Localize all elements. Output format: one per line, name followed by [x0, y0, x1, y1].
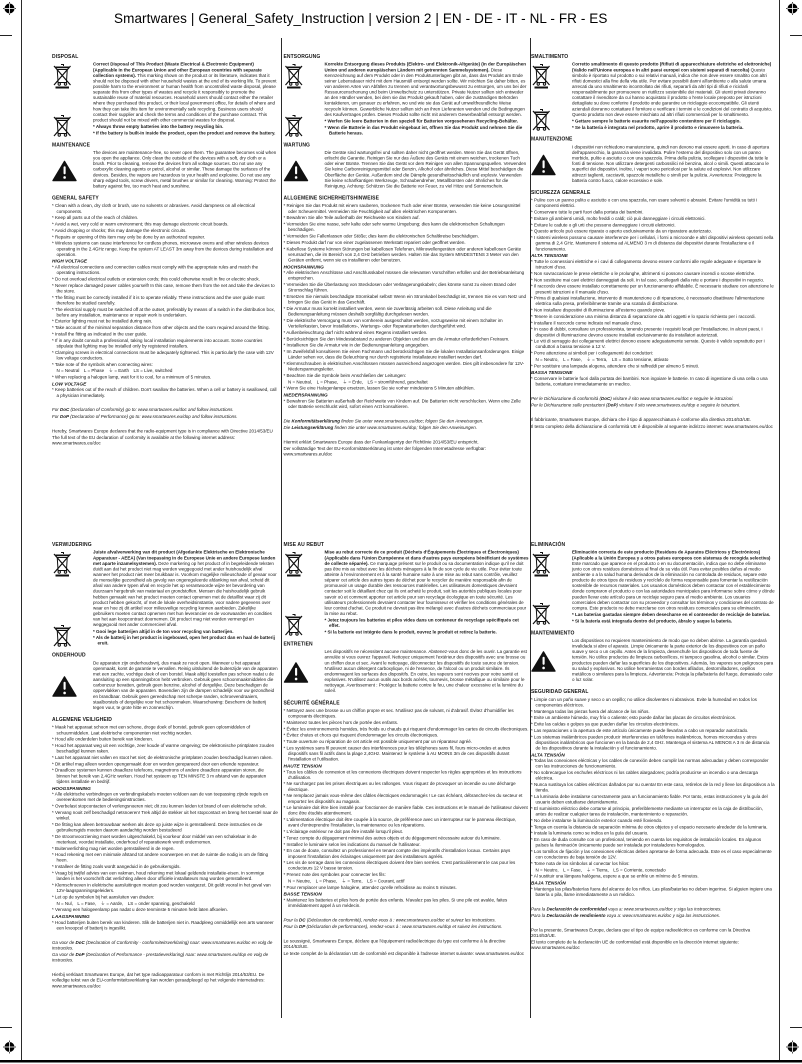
spacer — [531, 388, 775, 396]
bullet-item: * Les vis de serrage dans les connexions électriques doivent être bien serrées. C'est particulièrement le cas pour les conducteurs 12 V basse tension. — [283, 860, 516, 871]
bullet-item: * Limpie con un paño suave y seco o un cepillo; no utilice disolventes ni abrasivos. Evite la humedad en todos los componentes eléctricos. — [531, 696, 757, 708]
bullet-item: * Vervang een halogeenlamp pas nadat u deze tenminste 5 minuten hebt laten afkoelen. — [52, 907, 228, 913]
weee-crossed-bin-bar-icon — [52, 551, 72, 577]
bullet-item: * Non sovraccaricare le prese elettriche o le prolunghe, altrimenti si possono causare incendi o scosse elettriche. — [531, 270, 756, 276]
crop-mark — [0, 35, 12, 36]
subsection-heading: LAAGSPANNING — [52, 913, 90, 920]
language-column-it — [531, 54, 775, 430]
bullet-item: * Ersetzen Sie niemals beschädigte Stromkabel selbst! Wenn ein Stromkabel beschädigt ist, trennen Sie es vom Netz und bringen Sie das Gerät in das Geschäft. — [283, 294, 527, 305]
bullet-item: * Installeer de fitting zoals wordt aangeduid in de gebruikersgids. — [52, 864, 181, 870]
weee-crossed-bin-bar-icon — [52, 63, 72, 89]
bullet-item: * Bewahren Sie Batterien außerhalb der Reichweite von Kindern auf. Die Batterien nicht verschlucken. Wenn eine Zelle oder Batterie verschluckt wird, sofort einen Arzt konsultieren. — [283, 398, 521, 409]
bullet-item: * La luminaria debe instalarse correctamente para un funcionamiento fiable. Por tanto, estas instrucciones y la guía del usuario deben estudiarse detenidamente. — [531, 793, 768, 805]
language-column-de — [284, 54, 529, 458]
bullet-item: * Wireless systems can cause interference for cordless phones, microwave ovens and other wireless devices operating in the 2.4GHz range. Keep the system AT LEAST 3m away from the devices during installation and operation. — [52, 240, 274, 257]
section-heading: GENERAL SAFETY — [52, 195, 99, 202]
section-heading: VERWIJDERING — [52, 542, 92, 548]
paragraph: Korrekte Entsorgung dieses Produkts (Elektro- und Elektronik-Altgeräte) (in der Europäischen Union und anderen europäischen Ländern mit getrennten Sammelsystemen). Diese Kennzeichnung auf dem Produkt oder in den Produktunterlagen gibt an, dass das Produkt am Ende seiner Lebensdauer nicht mit dem Hausmüll entsorgt werden sollte. Wir möchten Sie daher bitten, es von anderen Arten von Abfällen zu trennen und verantwortungsbewusst zu entsorgen, um uns bei der Ressourcenschonung und beim Umweltschutz zu unterstützen. Private Nutzer sollten sich entweder an den Händler wenden, bei dem sie das Produkt gekauft haben, oder die zuständigen Behörden kontaktieren, um genauer zu erfahren, wo und wie sie das Gerät auf umweltfreundliche Weise recyceln können. Gewerbliche Nutzer sollten sich an ihren Lieferanten wenden und die Bedingungen des Kaufvertrages prüfen. Dieses Produkt sollte nicht mit anderem Gewerbeabfall entsorgt werden. — [324, 61, 527, 117]
icon-gutter — [284, 550, 325, 636]
bullet-item: * Im Zweifelsfall konsultieren Sie einen Fachmann und berücksichtigen Sie die lokalen Installationsanforderungen. Einige Länder sehen vor, dass die Beleuchtung nur durch registrierte Installateure installiert werden darf. — [283, 349, 525, 360]
bullet-item: * Berücksichtigen Sie den Mindestabstand zu anderen Objekten und den um die Armatur erforderlichen Freiraum. — [283, 336, 510, 342]
bullet-item: * Mantenga todas las piezas fuera del alcance de los niños. — [531, 708, 650, 714]
icon-gutter — [531, 638, 572, 684]
paragraph: The full text of the EU declaration of conformity is available at the following internet address: www.smartwares.eu/doc — [52, 434, 236, 446]
bullet-item: * Prenez note des symboles pour connecter les fils: — [283, 872, 386, 878]
weee-crossed-bin-icon — [52, 624, 72, 647]
bullet-item: * Las reparaciones o la apertura de este artículo únicamente puede llevarlas a cabo un reparador autorizado. — [531, 727, 749, 733]
bullet-item: * Per sostituire una lampada alogena, attendere che si raffreddi per almeno 5 minuti. — [531, 363, 700, 369]
icon-paragraph-row — [531, 62, 775, 132]
icon-gutter — [52, 62, 93, 137]
subsection-heading: LOW VOLTAGE — [52, 380, 87, 387]
right-bearer-line — [779, 0, 780, 1060]
paragraph: Juiste afvalverwerking van dit product (Afgedankte Elektrische en Elektronische Apparatuur - AEEA) (Van toepassing in de Europese Unie en andere Europese landen met aparte inzamelsystemen). Deze markering op het product of in begeleidende teksten duidt aan dat het product niet mag worden weggegooid met ander huishoudelijk afval wanneer het product niet meer bruikbaar is. Voorkom mogelijke milieuschade of gevaar voor de menselijke gezondheid als gevolg van ongereguleerde afdanking van afval, scheid dit afval van andere typen afval en recycle het op verantwoorde wijze ter bevordering van duurzaam hergebruik van materiaal en grondstoffen. Mensen die huishoudelijk gebruik hebben gemaakt van het product moeten contact opnemen met de detaillist waar zij dit product hebben gekocht, of met de lokale overheidsinstantie, voor nadere gegevens over waar en hoe zij dit artikel voor milieuveilige recycling kunnen aanbieden. Zakelijke gebruikers moeten contact opnemen met hun leverancier en de voorwaarden en condities van het aan koopcontract doornemen. Dit product mag niet worden vermengd en weggegooid met ander commercieel afval. — [93, 549, 277, 628]
section-heading: DISPOSAL — [52, 54, 79, 60]
bullet-item: * Tous les câbles de connexion et les connexions électriques doivent respecter les règles appropriées et les instructions d'utilisation. — [283, 769, 522, 780]
bullet-item: * Kabellose Systeme können Störungen bei kabellosen Telefonen, Mikrowellengeräten oder anderen kabellosen Geräte verursachen, die im Bereich von 2,4 GHz betrieben werden. Halten Sie das System MINDESTENS 3 Meter von den Geräten entfernt, wenn sie es installieren oder benutzen. — [283, 246, 522, 263]
bullet-item: * Évitez les environnements humides, très froids ou chauds qui risquent d'endommager les cartes de circuits électroniques. — [283, 726, 529, 732]
bullet-item: * Reinigen Sie das Produkt mit einem sauberen, trockenen Tuch oder einer Bürste, verwenden Sie keine Lösungsmittel oder Scheuermittel. Vermeiden Sie Feuchtigkeit auf allen elektrischen Komponenten. — [283, 203, 521, 214]
bullet-item: * Bewahren Sie alle Teile außerhalb der Reichweite von Kindern auf. — [283, 215, 420, 221]
warning-triangle-icon — [52, 160, 77, 182]
bullet-item: * Los tornillos de fijación y las conexiones eléctricas deben apretarse de forma adecuada. Este es el caso especialmente con conductores de baja tensión de 12V. — [531, 848, 772, 860]
subsection-heading: HOOGSPANNING — [52, 785, 91, 791]
bullet-item: * Tome nota de los símbolos al conectar los hilos: — [531, 860, 630, 866]
section-heading: ALGEMENE VEILIGHEID — [52, 717, 112, 723]
bullet-item: * Non sostituire mai cavi elettrici danneggiati da soli. In tal caso, scollegarli dalla rete e portare i dispositivi in negozio. — [531, 277, 765, 283]
bullet-item: * Klemschroeven in elektrische aansluitingen moeten goed worden vastgezet. Dit geldt vooral in het geval van 12V-laagspanningsgeleiders. — [52, 882, 271, 894]
bullet-item: * El suministro eléctrico debe cortarse al principio, preferiblemente mediante un interruptor en la caja de distribución, antes de realizar cualquier tarea de instalación, mantenimiento o reparación. — [531, 805, 763, 817]
section-heading: SÉCURITÉ GÉNÉRALE — [283, 700, 340, 706]
registration-mark — [3, 1041, 16, 1054]
bullet-item: * Installare il raccordo come indicato nel manuale d'uso. — [531, 320, 643, 326]
wire-symbols-line: N = Nul, L = Fase, ⏚ = Aarde, LS = onder spanning, geschakeld — [56, 900, 195, 906]
wire-symbols-line: N = Neutral L = Phase ⏚ = Earth LS = Live, switched — [56, 368, 173, 374]
bullet-item: * I sistemi wireless possono causare interferenze per i cellulari, i forni a microonde e altri dispositivi wireless operanti nella gamma di 2,4 GHz. Mantenere il sistema ad ALMENO 3 m di distanza dai dispositivi durante l'installazione e il funzionamento. — [531, 235, 774, 252]
paragraph: Il testo completo della dichiarazione di conformità UE è disponibile al seguente indirizzo internet: www.smartwares.eu/doc — [531, 423, 773, 429]
spacer — [52, 399, 278, 407]
icon-gutter — [52, 550, 93, 647]
section-heading: MANTENIMIENTO — [531, 630, 575, 636]
bullet-item: * If in any doubt consult a professional, taking local installation requirements into account. Some countries stipulate that lighting may be installed only by registered installers. — [52, 337, 263, 349]
declaration-link-line: Die Konformitätserklärung finden Sie unter www.smartwares.eu/doc; folgen Sie den Anweisungen. — [283, 418, 484, 424]
icon-paragraph-row — [531, 144, 775, 184]
section-heading: MANUTENZIONE — [531, 136, 573, 143]
declaration-link-line: For DoP (Declaration of Performance) go to: www.smartwares.eu/dop and follow instructions. — [52, 413, 238, 419]
paragraph: Corretto smaltimento di questo prodotto (Rifiuti di apparecchiature elettriche ed elettroniche) (Valido nell'Unione europea e in altri paesi europei con sistemi separati di raccolta) Questo simbolo è riportato sul prodotto o sui relativi manuali, indica che non deve essere smaltito con altri rifiuti domestici alla fine della vita utile. Per evitare possibili danni all'ambiente o alla salute umana arrecati da uno smaltimento incontrollato dei rifiuti, separarli da altri tipi di rifiuti e riciclarli responsabilmente per promuovere un riutilizzo sostenibile dei materiali. Gli utenti privati dovranno contattare il rivenditore da cui hanno acquistato il prodotto o l'ente locale preposto per istruzioni dettagliate su dove conferire il prodotto onde garantire un riciclaggio ecocompatibile. Gli utenti aziendali dovranno contattare il fornitore e verificare i termini e le condizioni del contratto di acquisto. Questo prodotto non deve essere mischiato ad altri rifiuti commerciali per lo smaltimento. — [572, 61, 773, 117]
icon-paragraph-text — [93, 62, 278, 137]
bold-bullet-item: * Jetez toujours les batteries et piles vides dans un conteneur de recyclage spécifiqués cet effet. — [324, 617, 519, 629]
spacer — [531, 409, 775, 417]
registration-mark — [786, 1041, 799, 1054]
icon-paragraph-row — [284, 150, 529, 190]
bullet-item: * Tenere in considerazione una minima distanza di separazione da altri oggetti e lo spazio richiesto per i raccordi. — [531, 313, 756, 319]
icon-paragraph-text — [93, 660, 278, 711]
wire-symbols-line: N = Neutral, L = Phase, ⏚ = Erde, LS = stromführend, geschaltet — [288, 379, 428, 385]
bullet-item: * No debe instalarse la iluminación exterior cuando esté lloviendo. — [531, 817, 663, 823]
bullet-item: * Alle elektrischen Anschlüsse und Anschlusskabel müssen die relevanten Vorschriften erfüllen und der Betriebsanleitung entsprechen. — [283, 270, 525, 281]
paragraph: Correct Disposal of This Product (Waste Electrical & Electronic Equipment) (Applicable in the European Union and other European countries with separate collection systems). This marking shown on the product or its literature, indicates that it should not be disposed with other household wastes at the end of its working life. To prevent possible harm to the environment or human health from uncontrolled waste disposal, please separate this from other types of wastes and recycle it responsibly to promote the sustainable reuse of material resources. Household users should contact either the retailer where they purchased this product, or their local government office, for details of where and how they can take this item for environmentally safe recycling. Business users should contact their supplier and check the terms and conditions of the purchase contract. This product should not be mixed with other commercial wastes for disposal. — [93, 61, 277, 123]
bullet-item: * In caso di dubbi, consultare un professionista, tenendo presente i requisiti locali per l'installazione. In alcuni paesi, i dispositivi di illuminazione devono essere installati esclusivamente da installatori autorizzati. — [531, 326, 763, 338]
bullet-item: * De stroomvoorziening moet worden uitgeschakeld, bij voorkeur door middel van een schakelaar in de meterkast, voordat installatie, onderhoud of reparatiewerk wordt ondernomen. — [52, 833, 257, 845]
bold-bullet-item: * Werfen Sie leere Batterien in den speziell für Batterien vorgesehenen Recycling-Behälter. — [324, 118, 518, 124]
declaration-link-line: Ga voor de DoC (Declaration of Conformity - conformiteitsverklaring) naar: www.smartwares.eu/doc en volg de instructies. — [52, 939, 273, 951]
bullet-item: * The electrical supply must be switched off at the outset, preferably by means of a switch in the distribution box, before any installation, maintenance or repair work is undertaken. — [52, 306, 275, 318]
bullet-item: * Nettoyez avec une brosse ou un chiffon propre et sec. N'utilisez pas de solvant, ni d'abrasif. Évitez d'humidifier les composants électriques. — [283, 707, 514, 719]
icon-paragraph-row — [52, 62, 278, 137]
bullet-item: * Évitez chutes et chocs qui risquent d'endommager les circuits électroniques. — [283, 732, 439, 738]
bullet-item: * Houd rekening met een minimale afstand tot andere voorwerpen en met de ruimte die nodig is om de fitting heen. — [52, 852, 269, 863]
registration-mark — [786, 2, 799, 15]
bullet-item: * Vraag bij twijfel advies van een vakman, houd rekening met lokaal geldende installatie-eisen. In sommige landen is het voorschrift dat verlichting alleen door officiële installateurs mag worden geïnstalleerd. — [52, 870, 265, 882]
bullet-item: * Buitenverlichting mag niet worden geïnstalleerd in de regen. — [52, 845, 175, 851]
bullet-item: * Beachten Sie die Symbole beim Anschließen der Leitungen: — [283, 372, 407, 378]
bold-bullet-item: * Gettare sempre le batterie esaurite nell'apposito contenitore per il riciclaggio. — [572, 118, 741, 124]
icon-paragraph-row — [284, 649, 529, 695]
bullet-item: * Maintenez toutes les pièces hors de portée des enfants. — [283, 719, 399, 725]
weee-crossed-bin-icon — [531, 602, 551, 625]
language-column-fr — [284, 542, 529, 957]
bullet-item: * Nunca sustituya los cables eléctricos dañados por su cuenta! En este caso, retírelos de la red y lleve los dispositivos a la tienda. — [531, 782, 775, 793]
bullet-item: * Keep batteries out of the reach of children. Don't swallow the batteries. When a cell or battery is swallowed, call a physician immediately. — [52, 387, 277, 398]
bullet-item: * Conservare tutte le parti fuori dalla portata dei bambini. — [531, 209, 644, 215]
bullet-item: * Die elektrische Versorgung muss von vornherein ausgeschaltet werden, vorzugsweise mit einem Schalter im Verteilerkasten, bevor Installations-, Wartungs- oder Reparaturarbeiten durchgeführt wird. — [283, 317, 503, 329]
paragraph: Mise au rebut correcte de ce produit (Déchets d'Équipements Électriques et Électroniques) (Applicable dans l'Union Européenne et dans d'autres pays européens bénéficiant de systèmes de collecte séparée). Ce marquage présent sur le produit ou sa documentation indique qu'il ne doit pas être mis au rebut avec les déchets ménagers à la fin de son cycle de vie utile. Pour éviter toute atteinte à l'environnement et à la santé humaine suite à une mise au rebut sans contrôle, veuillez séparer cet article des autres types de déchet pour le recycler de manière responsable afin de promouvoir un usage durable des ressources matérielles. Les utilisateurs domestiques devraient contacter soit le détaillant chez qui ils ont acheté le produit, soit les autorités publiques locales pour savoir où et comment apporter cet article pour son recyclage écologique en toute sécurité. Les utilisateurs professionnels devraient contacter leur fournisseur et vérifier les conditions générales de leur contrat d'achat. Ce produit ne devrait pas être mélangé avec d'autres déchets commerciaux pour la mise au rebut. — [324, 549, 529, 617]
bullet-item: * Install the fitting as indicated in the user guide. — [52, 331, 148, 337]
bold-bullet-item: * Si la batería está integrada dentro del producto, ábralo y saque la batería. — [572, 618, 733, 624]
section-heading: SICUREZZA GENERALE — [531, 189, 591, 196]
bullet-item: * No sobrecargue los enchufes eléctricos ni los cables alargadores; podría producirse un incendio o una descarga eléctrica. — [531, 770, 758, 781]
icon-paragraph-row — [531, 638, 775, 684]
bullet-item: * Overbelast stopcontacten of verlengsnoeren niet; dit zou kunnen leiden tot brand of een elektrische schok. — [52, 803, 267, 809]
language-column-nl — [52, 542, 278, 990]
bullet-item: * Tenez compte du dégagement minimal des autres objets et du dégagement nécessaire autour du luminaire. — [283, 835, 501, 841]
declaration-link-line: Pour la DC (Déclaration de conformité), rendez-vous à : www.smartwares.eu/doc et suivez les instructions. — [283, 917, 496, 923]
bullet-item: * Maak het apparaat schoon met een schone, droge doek of borstel, gebruik geen oplosmiddelen of schuurmiddelen. Laat elektrische componenten niet vochtig worden. — [52, 724, 251, 736]
bullet-item: * Exterior lighting must not be installed during rain. — [52, 318, 153, 324]
icon-paragraph-text — [325, 62, 529, 137]
bullet-item: * Avoid a wet, very cold or warm environment; this may damage electronic circuit boards. — [52, 221, 229, 227]
icon-gutter — [531, 550, 572, 625]
section-heading: ENTRETIEN — [283, 641, 313, 647]
bullet-item: * Maintenez les batteries et piles hors de portée des enfants. N'avalez pas les piles. Si une pile est avalée, faites immédiatement appel à un médecin. — [283, 897, 508, 909]
warning-triangle-icon — [284, 160, 309, 182]
bold-bullet-item: * Als de batterij in het product is ingebouwd, open het product dan en haal de batterij eruit. — [93, 635, 275, 646]
declaration-link-line: For DoC (Declaration of Conformity) go to: www.smartwares.eu/doc and follow instructions. — [52, 407, 234, 413]
paragraph: Eliminación correcta de este producto (Residuos de Aparatos Eléctricos y Electrónicos) (Aplicable a la Unión Europea y a otros países europeos con sistemas de recogida selectiva) Este marcado que aparece en el producto o en su documentación, indica que no debe eliminarse junto con otros residuos domésticos al final de su vida útil. Para evitar posibles daños al medio ambiente o a la salud humana derivados de la eliminación no controlada de residuos, separe este producto de otros tipos de residuos y recíclelo de forma responsable para fomentar la reutilización sostenible de recursos materiales. Los usuarios domésticos deben contactar con el establecimiento donde compraron el producto o con las autoridades municipales para informarse sobre cómo y dónde pueden llevar este artículo para un reciclaje seguro para el medio ambiente. Los usuarios comerciales deben contactar con su proveedor y consultar los términos y condiciones del contrato de compra. Este producto no debe mezclarse con otros residuos comerciales para su eliminación. — [572, 549, 775, 611]
bold-bullet-item: * If the battery is built-in inside the product, open the product and remove the battery. — [93, 130, 276, 136]
bullet-item: * Clean with a clean, dry cloth or brush, use no solvents or abrasives. Avoid dampness on all electrical components. — [52, 203, 256, 214]
bullet-item: * Toute ouverture ou réparation de cet article est possible uniquement par un réparateur agréé. — [283, 739, 473, 745]
bullet-item: * Vermeiden Sie eine nasse, sehr kalte oder sehr warme Umgebung; dies kann die elektronischen Schaltungen beschädigen. — [283, 221, 505, 233]
bullet-item: * Ne remplacez jamais vous-même des câbles électriques endommagés ! Le cas échéant, débranchez-les du secteur et emportez les dispositifs au magasin. — [283, 793, 523, 804]
wire-symbols-line: N = Neutro, L = Fase, ⏚ = Tierra, LS = Corriente, conectado — [535, 867, 666, 873]
paragraph: I dispositivi non richiedono manutenzione, quindi non devono mai essere aperti. In caso di apertura dell'apparecchio, la garanzia viene invalidata. Pulire l'esterno del dispositivo solo con un panno morbido, pulito e asciutto o con una spazzola. Prima della pulizia, scollegare i dispositivi da tutte le fonti di tensione. Non utilizzare detergenti carbossilici né benzina, alcol o simili. Questi attaccano le superfici dei dispositivi. Inoltre, i vapori sono pericolosi per la salute ed esplosivi. Non utilizzare attrezzi taglienti, cacciaviti, spazzole metalliche o simili per la pulizia. Avvertenza: Proteggere la batteria contro fuoco, calore eccessivo e sole. — [572, 144, 770, 183]
bold-bullet-item: * Se la batteria è integrata nel prodotto, aprire il prodotto e rimuovere la batteria. — [572, 124, 744, 130]
bullet-item: * Vervang nooit zelf beschadigd netsnoeren! Trek altijd de stekker uit het stopcontact en breng het toestel naar de winkel. — [52, 809, 278, 821]
bullet-item: * Draadloze systemen kunnen draadloze telefoons, magnetrons of andere draadloze apparaten storen, die binnen het bereik van 2,4GHz werken. Houd het systeem op TEN MINSTE 3 m afstand van de apparaten tijdens installatie en bedrijf. — [52, 767, 267, 784]
bullet-item: * Houd batterijen buiten bereik van kinderen. Slik de batterijen niet in. Raadpleeg onmiddellijk een arts wanneer een knoopcel of batterij is ingeslikt. — [52, 919, 274, 931]
bullet-item: * Mantenga las pilas/baterías fuera del alcance de los niños. Las pilas/baterías no deben ingerirse. Si alguien ingiere una batería o pila, llame inmediatamente a un médico. — [531, 886, 772, 897]
icon-paragraph-row — [52, 150, 278, 190]
spacer — [284, 909, 529, 917]
icon-paragraph-text — [93, 550, 278, 647]
icon-paragraph-row — [52, 550, 278, 647]
paragraph: Hereby, Smartwares Europe declares that the radio-equipment type is in compliance with Directive 2014/53/EU — [52, 428, 273, 434]
bold-bullet-item: * Si la batterie est intégrée dans le produit, ouvrez le produit et retirez la batterie. — [324, 629, 497, 635]
bullet-item: * Alle elektrische verbindingen en verbindingskabels moeten voldoen aan de van toepassing zijnde regels en overeenkomen met de bedieningsinstructies. — [52, 791, 269, 803]
bullet-item: * Le viti di serraggio dei collegamenti elettrici devono essere adeguatamente serrate. Questo è valido soprattutto per i conduttori a bassa tensione a 12 V. — [531, 338, 765, 350]
bullet-item: * Vermeiden Sie Fallenlassen oder Stöße; dies kann die elektronischen Schaltkreise beschädigen. — [283, 233, 479, 239]
section-heading: MISE AU REBUT — [283, 542, 325, 548]
crop-mark — [790, 1027, 802, 1028]
paragraph: Il fabbricante, Smartwares Europe, dichiara che il tipo di apparecchiatura è conforme alla direttiva 2014/53/UE. — [531, 417, 752, 423]
section-heading: ONDERHOUD — [52, 652, 86, 659]
weee-crossed-bin-bar-icon — [531, 551, 551, 577]
bullet-item: * Avoid dropping or shocks; this may damage the electronic circuits. — [52, 227, 187, 233]
bullet-item: * Vermeiden Sie die Überlastung von Steckdosen oder Verlängerungskabeln; dies könnte sonst zu einem Brand oder Stromschlag führen. — [283, 282, 517, 293]
declaration-link-line: Pour la DP (Déclaration de performances), rendez-vous à : www.smartwares.eu/dop et suivez les instructions. — [283, 924, 503, 930]
paragraph: Die Geräte sind wartungsfrei und sollten daher nicht geöffnet werden. Wenn Sie das Gerät öffnen, erlischt die Garantie. Reinigen Sie nur das Äußere des Geräts mit einem weichen, trockenen Tuch oder einer Bürste. Trennen Sie das Gerät vor dem Reinigen von allen Spannungsquellen. Verwenden Sie keine Carbonreinigungsmittel oder Benzin, Alkohol oder ähnliches. Diese Mittel beschädigen die Oberfläche der Geräte. Außerdem sind die Dämpfe gesundheitsschädlich und explosiv. Verwenden Sie keine scharfkantigen Werkzeuge, Schraubendreher, Metallbürsten oder ähnliches für die Reinigung. Achtung: Schützen Sie die Batterie vor Feuer, zu viel Hitze und Sonnenschein. — [324, 150, 527, 189]
section-heading: MAINTENANCE — [52, 142, 91, 148]
warning-triangle-icon — [284, 662, 309, 684]
icon-gutter — [284, 649, 325, 695]
left-bearer-line — [21, 0, 22, 1060]
section-heading: SMALTIMENTO — [531, 54, 569, 60]
icon-paragraph-text — [325, 150, 529, 190]
bullet-item: * Installieren Sie die Armatur wie in der Bedienungsanleitung angegeben. — [283, 342, 430, 348]
bullet-item: * When replacing a halogen lamp, wait for it to cool, for a minimum of 5 minutes. — [52, 374, 212, 380]
declaration-link-line: Per le Dichiarazione sulle prestazioni (DoP) visitare il sito www.smartwares.eu/dop e seguire le istruzioni. — [531, 402, 741, 408]
weee-crossed-bin-bar-icon — [531, 63, 551, 89]
bullet-item: * Außenbeleuchtung darf nicht während eines Regens installiert werden. — [283, 329, 428, 335]
language-column-es — [531, 542, 775, 952]
bullet-item: * Evite las caídas o golpes ya que pueden dañar los circuitos electrónicos. — [531, 721, 679, 727]
bullet-item: * Tutte le connessioni elettriche e i cavi di collegamento devono essere conformi alle regole adeguate e rispettare le istruzioni d'uso. — [531, 258, 762, 270]
spacer — [531, 919, 775, 927]
bullet-item: * Take note of the symbols when connecting wires: — [52, 361, 153, 367]
bullet-item: * Take account of the minimal separation distance from other objects and the room required around the fitting. — [52, 325, 270, 331]
bullet-item: * Non installare dispositivi di illuminazione all'esterno quando piove. — [531, 307, 666, 313]
spacer — [284, 410, 529, 418]
bullet-item: * Conservare le batterie fuori dalla portata dei bambini. Non ingoiare le batterie. In caso di ingestione di una cella o una batteria, contattare immediatamente un medico. — [531, 376, 768, 387]
bullet-item: * Il raccordo deve essere installato correttamente per un funzionamento affidabile. È necessario studiare con attenzione le presenti istruzioni e il manuale d'uso. — [531, 283, 774, 295]
paragraph: Por la presente, Smartwares Europe, declara que el tipo de equipo radioeléctrico es conforme con la Directiva 2014/53/UE. — [531, 927, 751, 939]
bullet-item: * Houd het apparaat weg uit een vochtige, zeer koude of warme omgeving; De elektronische printplaten zouden beschadigd kunnen raken. — [52, 743, 275, 754]
bullet-item: * Houd alle onderdelen buiten bereik van kinderen. — [52, 736, 154, 742]
bullet-item: * Les systèmes sans fil peuvent causer des interférences pour les téléphones sans fil, fours micro-ondes et autres dispositifs sans fil actifs dans la plage 2,4GHz. Maintenez le système à AU MOINS 3m de ces dispositifs durant l'installation et l'utilisation. — [283, 745, 511, 762]
bullet-item: * Wenn Sie eine Halogenlampe ersetzen, lassen Sie sie vorher mindestens 5 Minuten abkühlen. — [283, 385, 475, 391]
warning-triangle-icon — [52, 676, 77, 698]
bullet-item: * Never replace damaged power cables yourself! In this case, remove them from the net and take the devices to the store. — [52, 282, 275, 294]
bullet-item: * L'alimentation électrique doit être coupée à la source, de préférence avec un interrupteur sur le panneau électrique, avant d'entreprendre l'installation, la maintenance ou les réparations. — [283, 817, 517, 828]
bold-bullet-item: * Las baterías gastadas siempre deben desecharse en el contenedor de reciclaje de baterías. — [572, 612, 771, 618]
subsection-heading: ALTA TENSIÓN — [531, 751, 565, 758]
paragraph: Der vollständige Text der EU-Konformitätserklärung ist unter der folgenden Internetadresse verfügbar: www.smartwares.eu/doc — [283, 446, 487, 457]
weee-crossed-bin-bar-icon — [284, 551, 304, 577]
paragraph: Hiermit erklärt Smartwares Europe dass der Funkanlagentyp der Richtlinie 2014/53/EU entspricht. — [283, 439, 479, 445]
bullet-item: * L'éclairage extérieur ne doit pas être installé lorsqu'il pleut. — [283, 829, 404, 835]
declaration-link-line: Ga voor de DoP (Declaration of Performance - prestatieverklaring) naar: www.smartwares.eu/dop en volg de instructies. — [52, 951, 269, 963]
paragraph: De apparaten zijn onderhoudsvrij, dus maak ze nooit open. Wanneer u het apparaat openmaakt, komt de garantie te vervallen. Reinig uitsluitend de buitenzijde van de apparaten met een zachte, vochtige doek of een borstel. Maak altijd toestellen pas schoon nadat u de aansluiting op een spanningsbron hebt verbroken. Gebruik geen schoonmaakmiddelen die carbonzuur bevatten, gebruik geen benzine, alcohol of dergelijke. Deze beschadigen de oppervlakken van de apparaten. Bovendien zijn de dampen schadelijk voor uw gezondheid en brandbaar. Gebruik geen gereedschap met scherpe randen, schroevendraaiers, staalborstels of dergelijke voor het schoonmaken. Waarschuwing: Bescherm de batterij tegen vuur, te grote hitte en zonneschijn. — [93, 660, 278, 710]
icon-paragraph-text — [572, 550, 775, 625]
spacer — [531, 898, 775, 906]
icon-gutter — [531, 62, 572, 132]
icon-paragraph-text — [93, 150, 278, 190]
declaration-link-line: Die Leistungserklärung finden Sie unter www.smartwares.eu/dop; folgen Sie den Anweisungen. — [283, 424, 477, 430]
icon-gutter — [284, 62, 325, 137]
bullet-item: * All electrical connections and connection cables must comply with the appropriate rules and match the operating instructions. — [52, 264, 259, 276]
spacer — [52, 932, 278, 940]
bullet-item: * Dit artikel mag alleen worden opengemaakt door en worden gerepareerd door een erkende reparateur. — [52, 761, 260, 767]
column-separator — [281, 38, 282, 1018]
icon-paragraph-row — [284, 62, 529, 137]
section-heading: ELIMINACIÓN — [531, 542, 566, 548]
weee-crossed-bin-icon — [52, 114, 72, 137]
bullet-item: * Instale la luminaria como se indica en la guía del usuario. — [531, 830, 649, 836]
bullet-item: * Dieses Produkt darf nur von einer zugelassenen Werkstatt repariert oder geöffnet werden. — [283, 239, 466, 245]
bullet-item: * Prima di qualsiasi installazione, intervento di manutenzione o di riparazione, è necessario disattivare l'alimentazione elettrica sulla presa, preferibilmente tramite una scatola di distribuzione. — [531, 295, 765, 307]
bottom-rule — [0, 1060, 802, 1063]
section-heading: WARTUNG — [283, 142, 311, 148]
icon-paragraph-text — [572, 638, 775, 684]
bullet-item: * Ne surchargez pas les prises électriques ou les rallonges. Vous risquez de provoquer un incendie ou une décharge électrique. — [283, 781, 516, 792]
paragraph: Los dispositivos no requieren mantenimiento de modo que no deben abrirse. La garantía quedará invalidada si abre el aparato. Limpie únicamente la parte exterior de los dispositivos con un paño suave y seco o un cepillo. Antes de la limpieza, desenchufe los dispositivos de toda fuente de tensión. No utilice productos de limpieza carboxílicos, ni tampoco gasolina, alcohol o similar. Estos productos pueden dañar las superficies de los dispositivos. Además, los vapores son peligrosos para su salud y explosivos. No utilice herramientas con bordes afilados, destornilladores, cepillos metálicos o similares para la limpieza. Advertencia: Proteja la pila/batería del fuego, demasiado calor o luz solar. — [572, 638, 774, 683]
subsection-heading: HOCHSPANNUNG — [283, 263, 324, 270]
declaration-link-line: Per le Dichiarazione di conformità (DoC) visitare il sito www.smartwares.eu/doc e seguire le istruzioni. — [531, 396, 734, 402]
icon-paragraph-row — [284, 550, 529, 636]
paragraph: Le texte complet de la déclaration UE de conformité est disponible à l'adresse internet suivante: www.smartwares.eu/doc — [283, 950, 524, 956]
crop-mark — [0, 1027, 12, 1028]
spacer — [284, 431, 529, 439]
icon-paragraph-text — [572, 144, 775, 184]
bullet-item: * Let op de symbolen bij het aansluiten van draden: — [52, 894, 155, 900]
bullet-item: * Porre attenzione ai simboli per i collegamenti dei conduttori: — [531, 350, 654, 356]
bullet-item: * Clamping screws in electrical connections must be adequately tightened. This is particularly the case with 12V low voltage conductors. — [52, 349, 274, 361]
icon-paragraph-text — [572, 62, 775, 132]
spacer — [284, 931, 529, 939]
bullet-item: * Klemmschrauben in elektrischen Anschlüssen müssen ausreichend angezogen werden. Dies gilt insbesondere für 12V-Niederspannungsleiter. — [283, 360, 525, 372]
warning-triangle-icon — [531, 651, 556, 673]
bullet-item: * En cas de doute, consultez un professionnel en tenant compte des impératifs d'installation locaux. Certains pays imposent l'installation des éclairages uniquement par des installateurs agréés. — [283, 848, 511, 859]
subsection-heading: NIEDERSPANNUNG — [283, 392, 328, 398]
bullet-item: * En caso de duda consulte con un profesional, teniendo en cuenta los requisitos de instalación locales. En algunos países la iluminación únicamente puede ser instalada por instaladores homologados. — [531, 837, 762, 848]
bullet-item: * Al sustituir una lámpara halógena, espere a que se enfríe un mínimo de 5 minutos. — [531, 873, 699, 879]
weee-crossed-bin-bar-icon — [284, 63, 304, 89]
bullet-item: * Evitare le cadute o gli urti che possono danneggiare i circuiti elettronici. — [531, 222, 676, 228]
section-heading: ENTSORGUNG — [283, 54, 321, 60]
wire-symbols-line: N = Neutro, L = Fase, ⏚ = Terra, LS = Sotto tensione, attivato — [535, 356, 669, 362]
icon-gutter — [52, 660, 93, 711]
icon-gutter — [284, 150, 325, 190]
spacer — [52, 964, 278, 972]
declaration-link-line: Para la Declaración de conformidad vaya a: www.smartwares.eu/doc y siga las instrucciones. — [531, 906, 722, 912]
icon-gutter — [531, 144, 572, 184]
bullet-item: * Pour remplacer une lampe halogène, attendez qu'elle refroidisse au moins 5 minutes. — [283, 884, 457, 890]
bullet-item: * Do not overload electrical outlets or extension cords; this could otherwise result in fire or electric shock. — [52, 276, 260, 282]
bullet-item: * Die Armatur muss korrekt installiert werden, wenn sie zuverlässig arbeiten soll. Diese Anleitung und die Bedienungsanleitung müssen deshalb sorgfältig durchgelesen werden. — [283, 305, 492, 317]
paragraph: Hierbij verklaart Smartwares Europe, dat het type radioapparatuur conform is met Richtlijn 2014/53/EU. De volledige tekst van de EU-conformiteitsverklaring kan worden geraadpleegd op het volgende internetadres: www.smartwares.eu/doc — [52, 972, 265, 989]
bullet-item: * Los sistemas inalámbricos pueden producir interferencias en teléfonos inalámbricos, hornos microondas y otros dispositivos inalámbricos que funcionen en la banda de 2,4 GHz. Mantenga el sistema AL MENOS A 3 m de distancia de los dispositivos durante la instalación y el funcionamiento. — [531, 734, 770, 751]
warning-triangle-icon — [531, 154, 556, 176]
crop-mark — [790, 35, 802, 36]
bullet-item: * Tenga en cuenta la distancia de separación mínima de otros objetos y el espacio necesario alrededor de la luminaria. — [531, 824, 768, 830]
bullet-item: * Pulire con un panno pulito e asciutto o con una spazzola, non usare solventi o abrasivi. Evitare l'umidità su tutti i componenti elettrici. — [531, 197, 757, 209]
wire-symbols-line: N = Neutre, L = Phase, ⏚ = Terre, LS = Courant, actif — [288, 878, 405, 884]
subsection-heading: BAJA TENSIÓN — [531, 880, 566, 886]
bullet-item: * Evitare gli ambienti umidi, molto freddi o caldi; ciò può danneggiare i circuiti elettronici. — [531, 215, 706, 221]
bullet-item: * The fitting must be correctly installed if it is to operate reliably. These instructions and the user guide must therefore be studied carefully. — [52, 294, 265, 306]
weee-crossed-bin-icon — [531, 108, 551, 131]
bullet-item: * Questo articolo può essere riparato o aperto esclusivamente da un riparatore autorizzato. — [531, 228, 712, 234]
bullet-item: * Repairs or opening of this item may only be done by an authorized repairer. — [52, 234, 206, 240]
bullet-item: * Installez le luminaire selon les indications du manuel de l'utilisateur. — [283, 841, 421, 847]
section-heading: SEGURIDAD GENERAL — [531, 689, 589, 695]
bullet-item: * Keep all parts out of the reach of children. — [52, 215, 139, 221]
bullet-item: * Laat het apparaat niet vallen en stoot het niet; de elektronische printplaten zouden beschadigd kunnen raken. — [52, 754, 273, 760]
registration-mark — [3, 2, 16, 15]
bullet-item: * De fitting kan alleen betrouwbaar werken als deze op juiste wijze is geïnstalleerd. Deze instructies en de gebruikersgids moeten daarom aandachtig worden bestudeerd — [52, 821, 263, 833]
subsection-heading: HIGH VOLTAGE — [52, 258, 87, 264]
paragraph: Le soussigné, Smartwares Europe, déclare que l'équipement radioélectrique du type est conforme à la directive 2014/53/UE. — [283, 938, 506, 950]
weee-crossed-bin-icon — [284, 613, 304, 636]
language-column-en — [52, 54, 278, 447]
subsection-heading: BASSE TENSION — [283, 891, 322, 897]
paragraph: El texto completo de la declaración UE de conformidad está disponible en la dirección internet siguiente: www.smartwares.eu/doc — [531, 939, 739, 951]
spacer — [52, 420, 278, 428]
paragraph: Les dispositifs ne nécessitent aucune maintenance. Abstenez-vous donc de les ouvrir. La garantie est annulée si vous ouvrez l'appareil. Nettoyez uniquement l'extérieur des dispositifs avec une brosse ou un chiffon doux et sec. Avant le nettoyage, déconnectez les dispositifs de toute source de tension. N'utilisez aucun détergent carboxylique, ni de l'essence, de l'alcool ou un produit similaire. Ils endommagent les surfaces des dispositifs. En outre, les vapeurs sont nocives pour votre santé et explosives. N'utilisez aucun outils aux bords acérés, tournevis, brosse métallique ou similaire pour le nettoyage. Avertissement : Protégez la batterie contre le feu, une chaleur excessive et la lumière du soleil. — [324, 649, 527, 694]
subsection-heading: BASSA TENSIONE — [531, 369, 573, 376]
paragraph: The devices are maintenance-free, so never open them. The guarantee becomes void when you open the appliance. Only clean the outside of the devices with a soft, dry cloth or a brush. Prior to cleaning, remove the devices from all voltage sources. Do not use any carboxylic cleaning agents or petrol, alcohol or similar. These damage the surfaces of the devices. Besides, the vapors are hazardous to your health and explosive. Do not use any sharp edged tools, screw drivers, metal brushes or similar for cleaning. Warning: Protect the battery against fire, too much heat and sunshine. — [93, 150, 277, 189]
weee-crossed-bin-icon — [284, 114, 304, 137]
declaration-link-line: Para la Declaración de rendimiento vaya a: www.smartwares.eu/doc y siga las instrucciones. — [531, 912, 721, 918]
subsection-heading: ALTA TENSIONE — [531, 252, 568, 259]
icon-gutter — [52, 150, 93, 190]
icon-paragraph-row — [52, 660, 278, 711]
page-header: Smartwares | General_Safety_Instruction | version 2 | EN - DE - IT - NL - FR - ES — [114, 11, 608, 26]
bullet-item: * Le luminaire doit être bien installé pour fonctionner de manière fiable. Ces instructions et le manuel de l'utilisateur doivent donc être étudiés attentivement. — [283, 805, 528, 816]
bold-bullet-item: * Gooi lege batterijen altijd in de ton voor recycling van batterijen. — [93, 628, 234, 634]
section-heading: ALLGEMEINE SICHERHEITSHINWEISE — [283, 195, 380, 202]
subsection-heading: HAUTE TENSION — [283, 762, 322, 769]
bold-bullet-item: * Always throw empty batteries into the battery recycling bin. — [93, 124, 224, 130]
icon-paragraph-text — [325, 649, 529, 695]
bullet-item: * Todas las conexiones eléctricas y los cables de conexión deben cumplir las normas adecuadas y deben corresponder con las instrucciones de funcionamiento. — [531, 758, 769, 769]
icon-paragraph-text — [325, 550, 529, 636]
bullet-item: * Evite un ambiente húmedo, muy frío o caliente; esto puede dañar las placas de circuitos electrónicos. — [531, 715, 737, 721]
icon-paragraph-row — [531, 550, 775, 625]
bold-bullet-item: * Wenn die Batterie in das Produkt eingebaut ist, öffnen Sie das Produkt und nehmen Sie die Batterie heraus. — [324, 124, 523, 136]
